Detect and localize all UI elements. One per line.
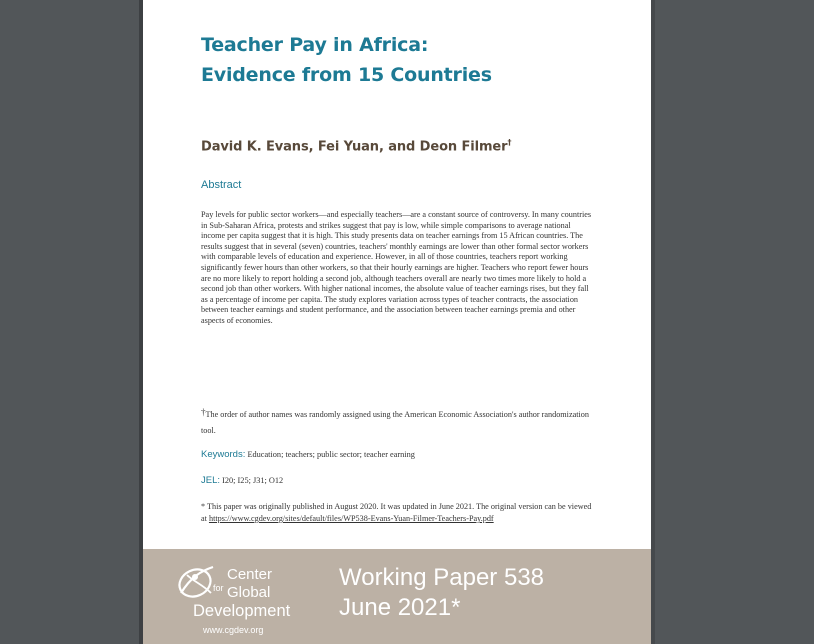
authors [201,138,511,154]
footer-banner [143,549,651,644]
working-paper-date: June 2021* [339,594,461,621]
globe-logo-icon [173,563,217,603]
abstract-text: Pay levels for public sector workers—and especially teachers—are a constant source of controversy. In many countries in Sub-Saharan Africa, protests and strikes suggest that pay is low, while simple comparisons to average national income per capita suggest that it is high. This study presents data on teacher earnings from 15 African countries. The results suggest that in several (seven) countries, teachers' monthly earnings are lower than other formal sector workers with comparable levels of education and experience. However, in all of those countries, teachers report working significantly fewer hours than other workers, so that their hourly earnings are higher. Teachers who report fewer hours are no more likely to report holding a second job, although teachers overall are nearly two times more likely to hold a second job than other workers. With higher national incomes, the absolute value of teacher earnings rises, but they fall as a percentage of income per capita. The study explores variation across types of teacher contracts, the association between teacher earnings and student performance, and the association between teacher earnings premia and other aspects of economies. [201,210,592,325]
jel-value: I20; I25; J31; O12 [222,476,284,485]
author-dagger: † [507,138,512,147]
keywords [201,449,415,460]
author-footnote [201,404,596,439]
working-paper-number: Working Paper 538 [339,564,545,591]
logo-for: for [213,583,224,593]
title-line-2: Evidence from 15 Countries [201,64,492,86]
logo-center: Center [227,566,273,583]
paper-title [201,30,492,90]
logo-global: Global [227,584,271,601]
note-text: * This paper was originally published in August 2020. It was updated in June 2021. The original version can be viewed at [201,502,592,523]
jel-codes [201,475,283,486]
keywords-value: Education; teachers; public sector; teacher earning [247,450,415,459]
jel-label: JEL: [201,475,221,486]
logo-development: Development [193,602,291,620]
original-version-link[interactable]: https://www.cgdev.org/sites/default/files/WP538-Evans-Yuan-Filmer-Teachers-Pay.pdf [208,514,494,523]
document-page [143,0,651,644]
title-line-1: Teacher Pay in Africa: [201,34,429,56]
logo-url[interactable]: www.cgdev.org [203,625,264,635]
page-shadow-right [651,0,655,644]
keywords-label: Keywords: [201,449,246,460]
publication-note [201,501,596,525]
abstract-heading: Abstract [201,179,242,191]
footnote-text: The order of author names was randomly assigned using the American Economic Association's author randomization tool. [201,410,589,435]
working-paper-block [339,563,544,623]
footnote-dagger: † [201,407,206,417]
author-names: David K. Evans, Fei Yuan, and Deon Filmer [201,139,508,155]
